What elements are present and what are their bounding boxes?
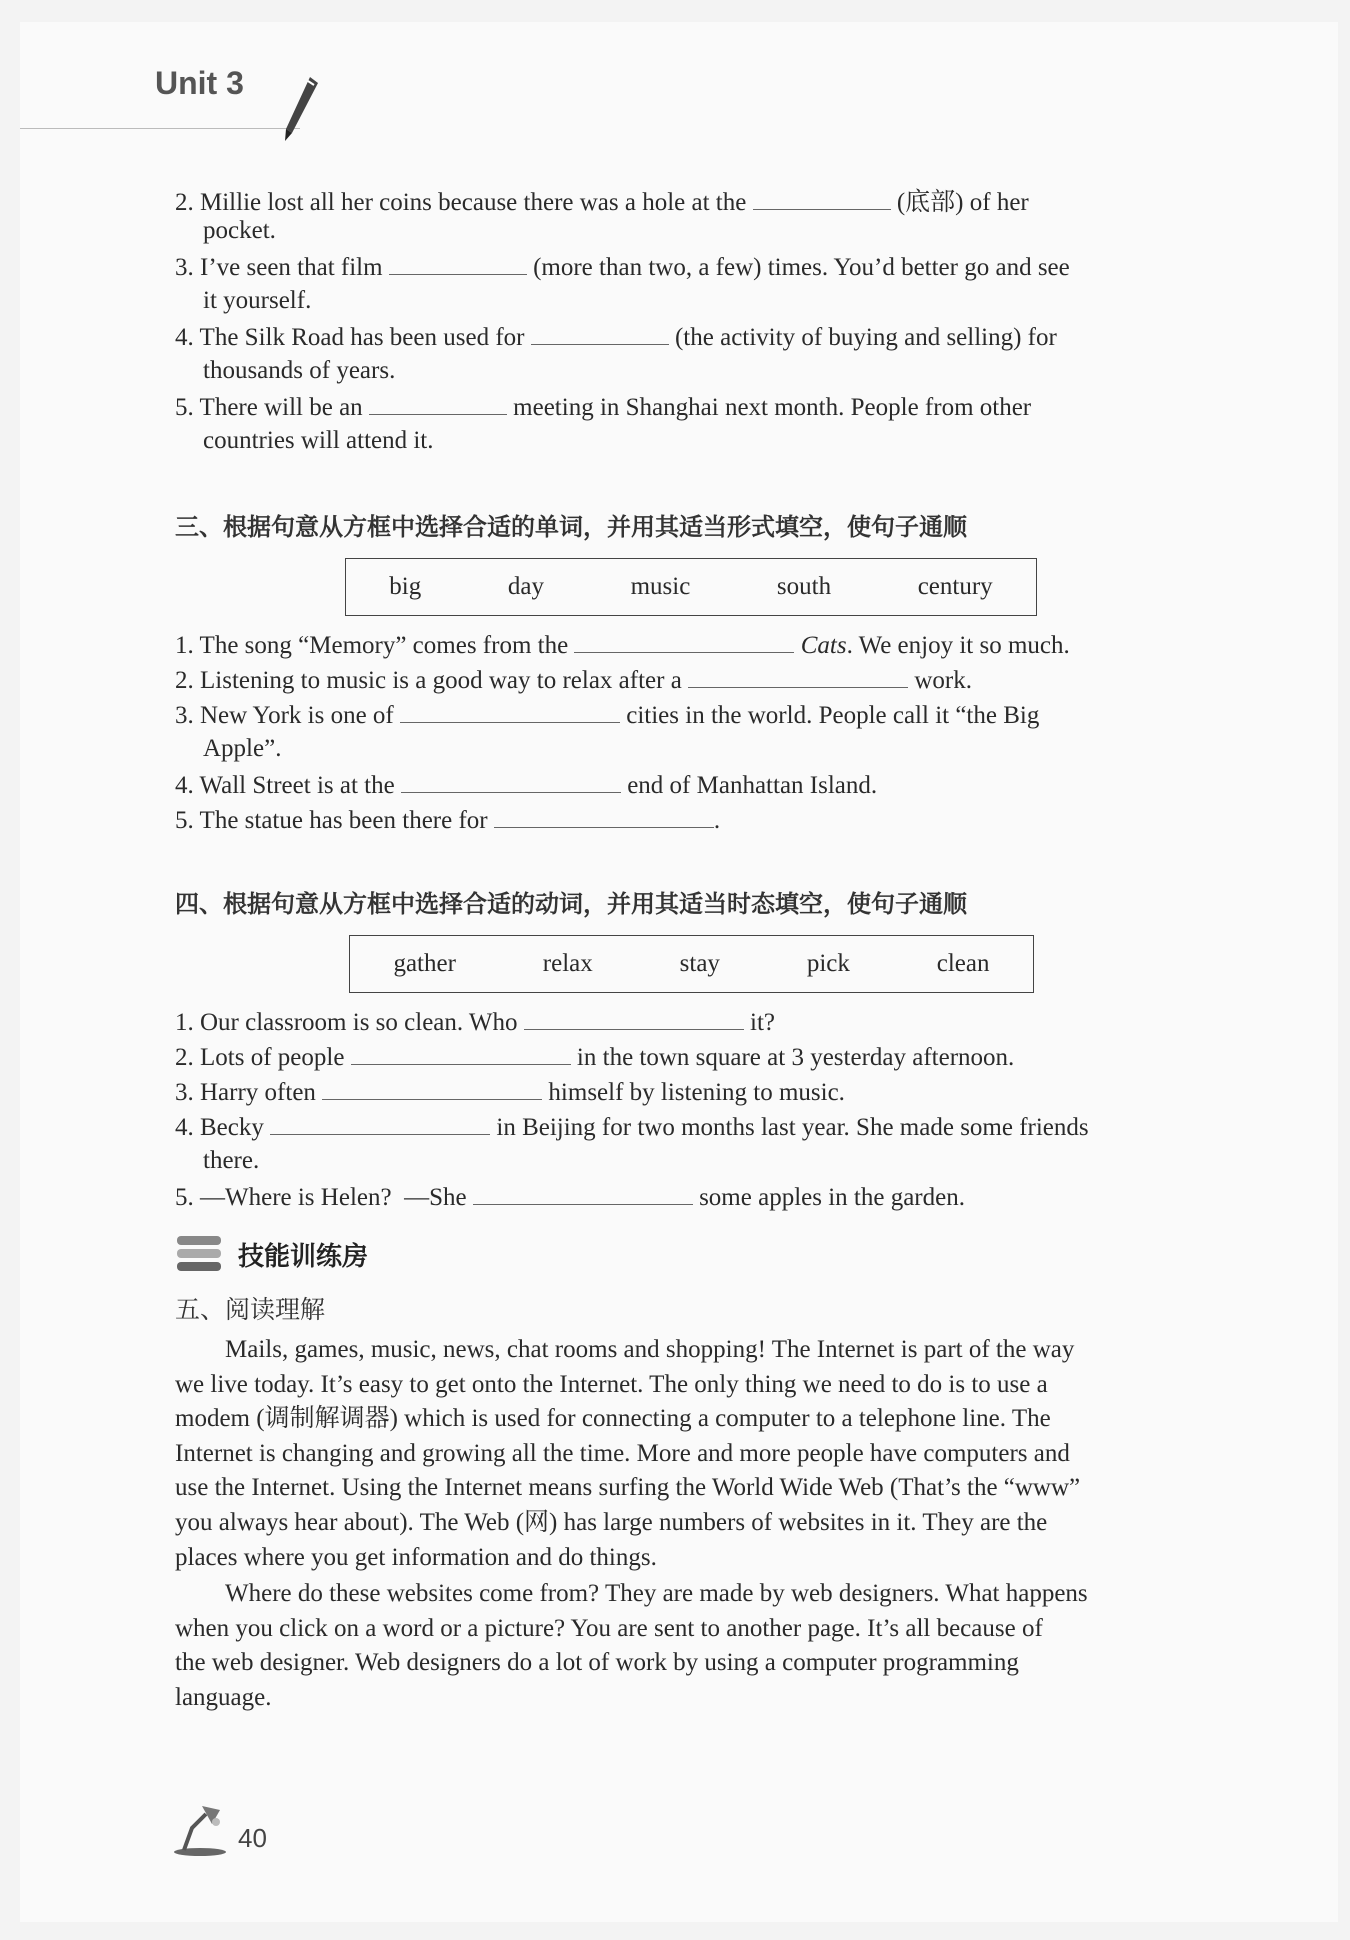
- answer-blank[interactable]: [351, 1042, 571, 1065]
- section4-q1: 1. Our classroom is so clean. Who it?: [175, 1009, 776, 1036]
- answer-blank[interactable]: [270, 1112, 490, 1135]
- answer-blank[interactable]: [574, 630, 794, 653]
- word-option: big: [389, 573, 422, 600]
- section4-q4-line2: there.: [203, 1147, 260, 1174]
- word-option: relax: [542, 950, 593, 977]
- text-line: the web designer. Web designers do a lot of work by using a computer programming: [175, 1649, 1019, 1677]
- answer-blank[interactable]: [401, 770, 621, 793]
- word-option: south: [776, 573, 832, 600]
- reading-paragraph-2: [175, 1577, 1088, 1715]
- answer-blank[interactable]: [473, 1182, 693, 1205]
- word-option: pick: [806, 950, 850, 977]
- section3-q1: 1. The song “Memory” comes from the Cats. We enjoy it so much.: [175, 632, 1070, 659]
- skill-banner-icon: [175, 1232, 225, 1276]
- section4-q2: 2. Lots of people in the town square at 3 yesterday afternoon.: [175, 1044, 1015, 1071]
- text-line: language.: [175, 1683, 272, 1711]
- answer-blank[interactable]: [524, 1007, 744, 1030]
- text-line: places where you get information and do things.: [175, 1543, 657, 1571]
- section3-word-box: [345, 558, 1037, 616]
- section3-q2: 2. Listening to music is a good way to relax after a work.: [175, 667, 972, 694]
- sectionA-item4-line2: thousands of years.: [203, 357, 396, 384]
- word-option: stay: [679, 950, 720, 977]
- section3-q3-line2: Apple”.: [203, 735, 282, 762]
- text-line: Mails, games, music, news, chat rooms and shopping! The Internet is part of the way: [225, 1336, 1075, 1363]
- sectionA-item5-line2: countries will attend it.: [203, 427, 434, 454]
- section4-q3: 3. Harry often himself by listening to music.: [175, 1079, 845, 1106]
- answer-blank[interactable]: [400, 700, 620, 723]
- word-option: gather: [393, 950, 456, 977]
- header-rule: [20, 128, 300, 129]
- sectionA-item5-line1: 5. There will be an meeting in Shanghai next month. People from other: [175, 394, 1032, 421]
- desk-lamp-icon: [172, 1800, 232, 1858]
- sectionA-item2-line2: pocket.: [203, 217, 276, 244]
- unit-title: Unit 3: [155, 65, 244, 101]
- answer-blank[interactable]: [688, 665, 908, 688]
- section3-q4: 4. Wall Street is at the end of Manhattan Island.: [175, 772, 878, 799]
- answer-blank[interactable]: [753, 187, 891, 210]
- text-line: Where do these websites come from? They are made by web designers. What happens: [225, 1580, 1088, 1607]
- word-option: day: [507, 573, 544, 600]
- page-number: 40: [238, 1823, 267, 1853]
- header: [155, 65, 244, 102]
- text-line: when you click on a word or a picture? You are sent to another page. It’s all because of: [175, 1614, 1043, 1642]
- text-line: use the Internet. Using the Internet means surfing the World Wide Web (That’s the “www”: [175, 1474, 1081, 1502]
- section5-heading: 五、阅读理解: [175, 1295, 326, 1324]
- answer-blank[interactable]: [369, 392, 507, 415]
- skills-title: 技能训练房: [238, 1242, 369, 1272]
- section4-q4: 4. Becky in Beijing for two months last year. She made some friends: [175, 1114, 1089, 1141]
- section4-q5: 5. —Where is Helen? —She some apples in the garden.: [175, 1184, 965, 1211]
- word-option: clean: [936, 950, 990, 977]
- sectionA-item3-line2: it yourself.: [203, 287, 312, 314]
- text-line: we live today. It’s easy to get onto the Internet. The only thing we need to do is to use a: [175, 1370, 1048, 1398]
- answer-blank[interactable]: [531, 322, 669, 345]
- section4-word-box: [349, 935, 1034, 993]
- sectionA-item3-line1: 3. I’ve seen that film (more than two, a few) times. You’d better go and see: [175, 254, 1070, 281]
- section4-heading: 四、根据句意从方框中选择合适的动词，并用其适当时态填空，使句子通顺: [175, 890, 967, 918]
- sectionA-item2-line1: 2. Millie lost all her coins because there was a hole at the (底部) of her: [175, 189, 1029, 216]
- word-option: music: [630, 573, 691, 600]
- reading-paragraph-1: [175, 1333, 1080, 1575]
- sectionA-item4-line1: 4. The Silk Road has been used for (the activity of buying and selling) for: [175, 324, 1057, 351]
- text-line: you always hear about). The Web (网) has large numbers of websites in it. They are the: [175, 1508, 1048, 1536]
- pen-icon: [280, 75, 320, 145]
- answer-blank[interactable]: [389, 252, 527, 275]
- text-line: Internet is changing and growing all the time. More and more people have computers and: [175, 1439, 1070, 1467]
- section3-heading: 三、根据句意从方框中选择合适的单词，并用其适当形式填空，使句子通顺: [175, 513, 967, 541]
- answer-blank[interactable]: [494, 805, 714, 828]
- section3-q3: 3. New York is one of cities in the world. People call it “the Big: [175, 702, 1040, 729]
- answer-blank[interactable]: [322, 1077, 542, 1100]
- text-line: modem (调制解调器) which is used for connecting a computer to a telephone line. The: [175, 1405, 1051, 1433]
- section3-q5: 5. The statue has been there for .: [175, 807, 721, 834]
- word-option: century: [917, 573, 993, 600]
